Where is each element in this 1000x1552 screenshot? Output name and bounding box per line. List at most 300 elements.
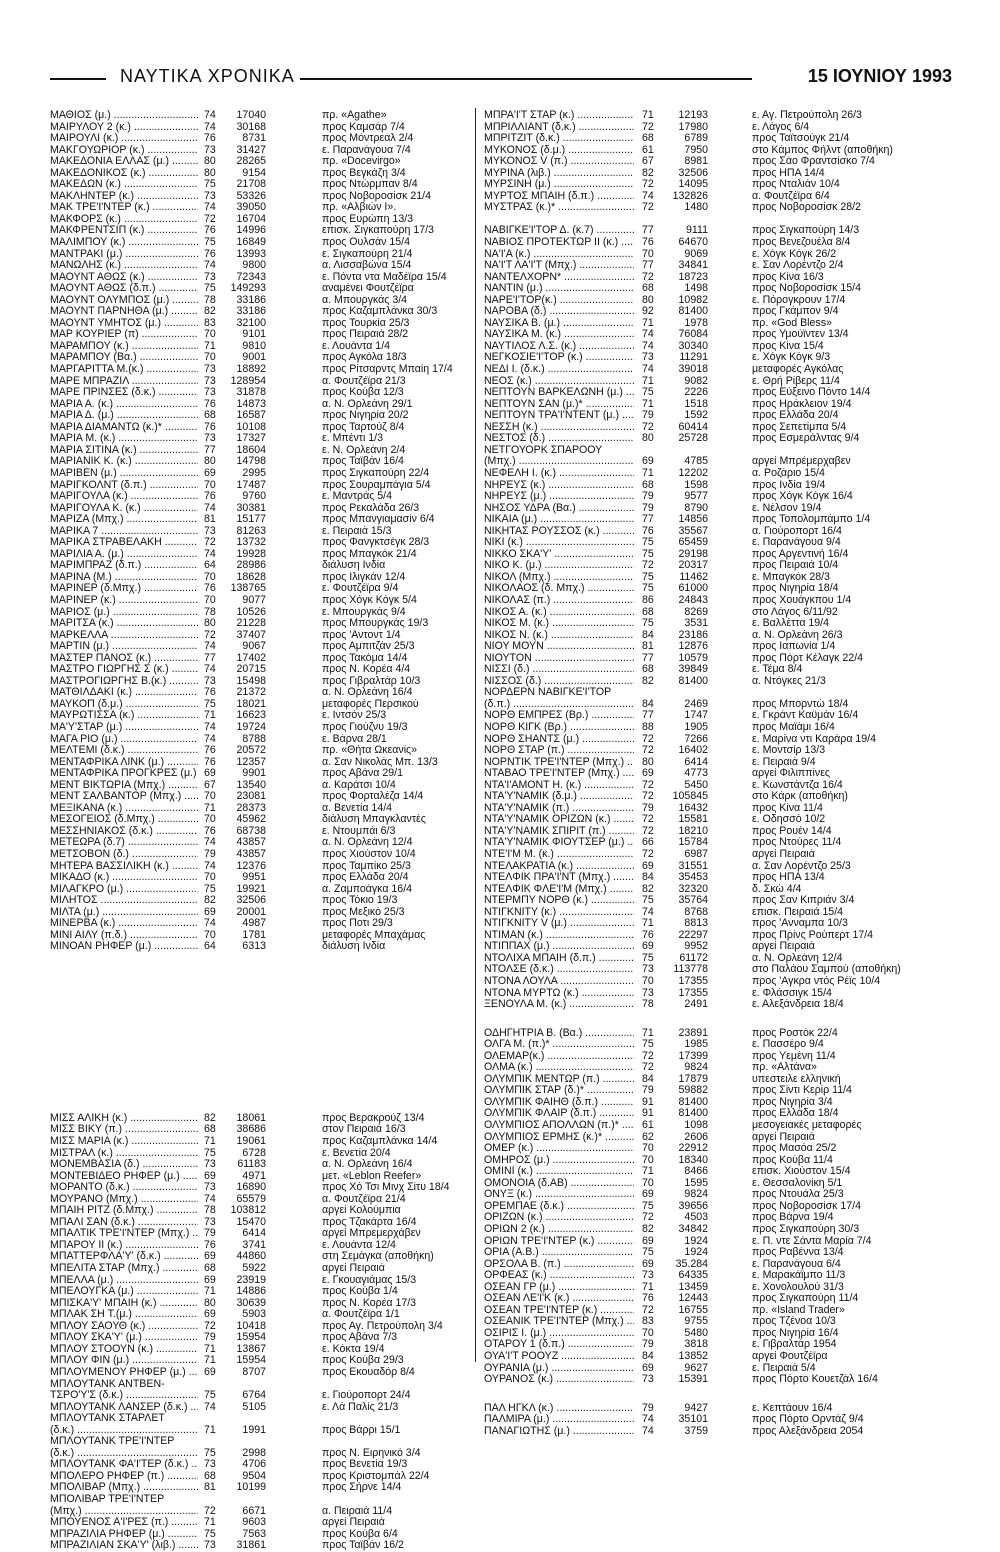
build-year: 70 <box>204 478 216 491</box>
ship-name: ΝΕΤΓΟΥΟΡΚ ΣΠΑΡΟΟΥ <box>484 444 603 456</box>
ship-position: προς Κίνα 16/3 <box>752 271 824 283</box>
ship-name: ΜΗΤΕΡΑ ΒΑΣΣΙΛΙΚΗ (κ.) ..... <box>50 861 198 873</box>
tonnage: 18628 <box>236 570 266 583</box>
ship-name: ΜΑΚ ΤΡΕ'Ι'ΝΤΕΡ (κ.) ..... <box>50 202 198 214</box>
tonnage: 68738 <box>236 824 266 837</box>
build-year: 74 <box>204 259 216 272</box>
ship-listing-row <box>484 272 954 284</box>
ship-name: ΜΙΝΕΡΒΑ (κ.) ..... <box>50 918 198 930</box>
build-year: 74 <box>204 859 216 872</box>
build-year: 68 <box>642 282 654 295</box>
ship-listing-row <box>484 387 954 399</box>
tonnage: 16432 <box>678 801 708 814</box>
tonnage: 9069 <box>684 247 708 260</box>
tonnage: 32320 <box>678 882 708 895</box>
ship-name: ΝΑ'Ι'Τ ΛΑ'Ι'Τ (Μπχ.) ..... <box>484 260 634 272</box>
ship-position: αναμένει Φουτζέϊρα <box>322 283 414 295</box>
tonnage: 6313 <box>242 940 266 953</box>
ship-listing-row <box>484 329 954 341</box>
ship-position: προς Υμούϊντεν 13/4 <box>752 329 849 341</box>
tonnage: 21708 <box>236 178 266 191</box>
ship-position: ε. Μπέντι 1/3 <box>322 433 383 445</box>
tonnage: 2469 <box>684 697 708 710</box>
ship-position: προς Βάρνα 19/4 <box>752 1212 834 1224</box>
tonnage: 7266 <box>684 732 708 745</box>
build-year: 76 <box>204 686 216 699</box>
ship-position: προς Τοπολομπάμπο 1/4 <box>752 514 871 526</box>
ship-listing-row <box>484 376 954 388</box>
ship-listing-row <box>484 1259 954 1271</box>
ship-listing-row <box>50 491 468 503</box>
ship-name: ΜΑΡΙΟΣ (μ.) ..... <box>50 607 198 619</box>
ship-listing-row <box>50 1471 468 1483</box>
ship-position: ε. Γκράντ Καϋμάν 16/4 <box>752 710 859 722</box>
tonnage: 6414 <box>684 755 708 768</box>
tonnage: 2998 <box>242 1446 266 1459</box>
tonnage: 1781 <box>242 928 266 941</box>
build-year: 69 <box>204 1250 216 1263</box>
ship-listing-row <box>50 260 468 272</box>
ship-listing-row <box>484 514 954 526</box>
tonnage: 3818 <box>684 1338 708 1351</box>
ship-listing-row <box>50 1540 468 1552</box>
ship-listing-row <box>484 676 954 688</box>
tonnage: 5105 <box>242 1400 266 1413</box>
tonnage: 18210 <box>678 824 708 837</box>
build-year: 75 <box>642 570 654 583</box>
ship-listing-row <box>484 225 954 237</box>
build-year: 72 <box>642 1303 654 1316</box>
tonnage: 13540 <box>236 778 266 791</box>
build-year: 77 <box>204 443 216 456</box>
build-year: 74 <box>642 1424 654 1437</box>
tonnage: 28265 <box>236 155 266 168</box>
tonnage: 53326 <box>236 189 266 202</box>
ship-listing-row <box>484 410 954 422</box>
ship-name: ΤΣΡΟ'Υ'Σ (δ.κ.) ..... <box>50 1390 198 1402</box>
tonnage: 37407 <box>236 628 266 641</box>
ship-position: προς Ν. Κορέα 4/4 <box>322 664 411 676</box>
ship-name: (δ.κ.) ..... <box>50 1448 198 1460</box>
tonnage: 23891 <box>678 1026 708 1039</box>
ship-listing-row <box>484 283 954 295</box>
tonnage: 81400 <box>678 305 708 318</box>
ship-position: α. Ροζάριο 15/4 <box>752 467 825 479</box>
build-year: 82 <box>642 674 654 687</box>
ship-name: ΟΣΙΡΙΣ Ι. (μ.) ..... <box>484 1328 634 1340</box>
tonnage: 65459 <box>678 536 708 549</box>
tonnage: 20572 <box>236 744 266 757</box>
ship-position: προς Ελλάδα 20/4 <box>752 410 839 422</box>
build-year: 73 <box>204 1458 216 1471</box>
ship-position: προς Σιγκαπούρη 22/4 <box>322 467 430 479</box>
ship-position: ε. Πειραιά 15/3 <box>322 525 392 537</box>
tonnage: 1592 <box>684 409 708 422</box>
ship-listing-row <box>50 849 468 861</box>
ship-position: μεταφορές Περσικού <box>322 698 419 710</box>
ship-position: προς Γιούζνυ 19/3 <box>322 721 408 733</box>
tonnage: 64670 <box>678 236 708 249</box>
ship-listing-row <box>50 1506 468 1518</box>
tonnage: 9427 <box>684 1401 708 1414</box>
ship-position: ε. Πόρογκρουν 17/4 <box>752 294 846 306</box>
ship-listing-row <box>484 1132 954 1144</box>
build-year: 83 <box>204 316 216 329</box>
ship-position: προς Σεπετίμπα 5/4 <box>752 421 847 433</box>
ship-listing-row <box>50 1413 468 1425</box>
tonnage: 1098 <box>684 1119 708 1132</box>
build-year: 73 <box>204 386 216 399</box>
build-year: 72 <box>204 1319 216 1332</box>
ship-position: προς Αβάνα 29/1 <box>322 768 403 780</box>
build-year: 76 <box>204 247 216 260</box>
build-year: 75 <box>642 386 654 399</box>
ship-name: ΝΤΕΛΦΙΚ ΦΛΕ'Ι'Μ (Μπχ.) ..... <box>484 884 634 896</box>
ship-name: ΜΠΛΟΥΤΑΝΚ ΤΡΕ'Ι'ΝΤΕΡ <box>50 1436 175 1448</box>
build-year: 73 <box>204 270 216 283</box>
ship-position: προς Νιγηρία 16/4 <box>752 1327 839 1339</box>
ship-name: ΜΥΡΙΝΑ (λιβ.) ..... <box>484 168 634 180</box>
build-year: 77 <box>642 259 654 272</box>
build-year: 75 <box>642 1246 654 1259</box>
ship-position: προς Πόρτο Ορντάζ 9/4 <box>752 1414 864 1426</box>
ship-position: προς 'Ανναμπα 10/3 <box>752 918 848 930</box>
ship-name: ΟΣΕΑΝΙΚ ΤΡΕ'Ι'ΝΤΕΡ (Μπχ.) ..... <box>484 1316 634 1328</box>
ship-position: προς Χουάγκπου 1/4 <box>752 594 852 606</box>
build-year: 72 <box>642 732 654 745</box>
ship-name: ΜΠΟΛΙΒΑΡ (Μπχ.) ..... <box>50 1482 198 1494</box>
right-column <box>484 110 954 1437</box>
ship-position: α. Ντόγκες 21/3 <box>752 675 826 687</box>
tonnage: 6789 <box>684 132 708 145</box>
ship-name: ΝΤΑ'Ι'ΑΜΟΝΤ Η. (κ.) ..... <box>484 780 634 792</box>
tonnage: 32100 <box>236 316 266 329</box>
tonnage: 14798 <box>236 455 266 468</box>
ship-name: ΟΛΥΜΠΙΟΣ ΑΠΟΛΛΩΝ (π.)* ..... <box>484 1120 634 1132</box>
build-year: 79 <box>642 409 654 422</box>
ship-name: ΝΤΙΓΚΝΙΤΥ (κ.) ..... <box>484 907 634 919</box>
ship-listing-row <box>50 1367 468 1379</box>
tonnage: 1595 <box>684 1176 708 1189</box>
ship-name: ΜΕΞΙΚΑΝΑ (κ.) ..... <box>50 803 198 815</box>
build-year: 70 <box>642 1153 654 1166</box>
ship-position: ε. Χόγκ Κόγκ 9/3 <box>752 352 831 364</box>
build-year: 71 <box>642 917 654 930</box>
build-year: 79 <box>642 1084 654 1097</box>
build-year: 72 <box>642 201 654 214</box>
ship-position: ε. Κεπτάουν 16/4 <box>752 1402 833 1414</box>
ship-name: ΜΙΝΟΑΝ ΡΗΦΕΡ (μ.) ..... <box>50 941 198 953</box>
ship-name: ΝΙΚΟΛΑΟΣ (δ. Μπχ.) ..... <box>484 583 634 595</box>
left-listing-block-2 <box>50 1113 468 1552</box>
ship-name: ΝΤΑΒΑΟ ΤΡΕ'Ι'ΝΤΕΡ (Μπχ.) ..... <box>484 768 634 780</box>
tonnage: 8981 <box>684 155 708 168</box>
ship-position: αργεί Πειραιά <box>752 1131 815 1143</box>
ship-position: προς Ταρτούζ 8/4 <box>322 421 405 433</box>
tonnage: 9154 <box>242 166 266 179</box>
ship-position: προς Μπαγκόκ 21/4 <box>322 548 417 560</box>
tonnage: 33186 <box>236 293 266 306</box>
ship-listing-row <box>484 341 954 353</box>
ship-position: α. Ν. Ορλεάνη 12/4 <box>322 837 413 849</box>
ship-listing-row <box>50 872 468 884</box>
ship-name: ΟΣΕΑΝ ΤΡΕ'Ι'ΝΤΕΡ (κ.) ..... <box>484 1305 634 1317</box>
ship-name: ΜΑΡΙΛΙΑ Α. (μ.) ..... <box>50 549 198 561</box>
build-year: 81 <box>204 1481 216 1494</box>
ship-listing-row <box>484 757 954 769</box>
ship-name: ΟΡΙΑ (Α.Β.) ..... <box>484 1247 634 1259</box>
tonnage: 22297 <box>678 928 708 941</box>
build-year: 75 <box>204 1527 216 1540</box>
tonnage: 10199 <box>236 1481 266 1494</box>
ship-name: (Μπχ.) ..... <box>50 1506 198 1518</box>
ship-name: ΝΙΚΟ Κ. (μ.) ..... <box>484 560 634 572</box>
ship-name: ΝΑΒΙΟΣ ΠΡΟΤΕΚΤΩΡ ΙΙ (κ.) ..... <box>484 237 634 249</box>
ship-name: ΝΙΣΣΟΣ (δ.) ..... <box>484 676 634 688</box>
ship-name: ΜΑΡΤΙΝ (μ.) ..... <box>50 641 198 653</box>
ship-position: πρ. «Αλτάνα» <box>752 1062 817 1074</box>
left-column <box>50 110 468 1552</box>
ship-name: ΝΕΠΤΟΥΝ ΒΑΡΚΕΛΩΝΗ (μ.) ..... <box>484 387 634 399</box>
ship-name: ΜΥΡΤΟΣ ΜΠΑΙΗ (δ.π.) ..... <box>484 191 634 203</box>
build-year: 70 <box>642 1176 654 1189</box>
ship-position: προς Ν. Κορέα 17/3 <box>322 1297 417 1309</box>
tonnage: 25728 <box>678 432 708 445</box>
ship-position: αργεί Πειραιά <box>322 1263 385 1275</box>
build-year: 73 <box>642 963 654 976</box>
tonnage: 64335 <box>678 1269 708 1282</box>
tonnage: 35764 <box>678 894 708 907</box>
build-year: 76 <box>642 928 654 941</box>
ship-name: ΝΙΚΗΤΑΣ ΡΟΥΣΣΟΣ (κ.) ..... <box>484 526 634 538</box>
tonnage: 1518 <box>684 397 708 410</box>
ship-position: προς Αγκόλα 18/3 <box>322 352 407 364</box>
ship-name: ΜΠΛΟΥ ΣΑΟΥΘ (κ.) ..... <box>50 1321 198 1333</box>
build-year: 73 <box>642 1269 654 1282</box>
ship-position: προς Ηράκλειον 19/4 <box>752 398 852 410</box>
ship-listing-row <box>484 999 954 1011</box>
page-header <box>50 66 952 92</box>
ship-listing-row <box>484 826 954 838</box>
ship-name: ΜΑΝΤΡΑΚΙ (μ.) ..... <box>50 249 198 261</box>
ship-name: ΝΙΚΑΙΑ (μ.) ..... <box>484 514 634 526</box>
build-year: 75 <box>642 582 654 595</box>
ship-name: ΜΥΣΤΡΑΣ (κ.)* ..... <box>484 202 634 214</box>
ship-position: πρ. «Island Trader» <box>752 1304 845 1316</box>
build-year: 74 <box>204 201 216 214</box>
tonnage: 1991 <box>242 1423 266 1436</box>
ship-name: ΜΑΟΥΝΤ ΠΑΡΝΗΘΑ (μ.) ..... <box>50 306 198 318</box>
tonnage: 9627 <box>684 1361 708 1374</box>
build-year: 69 <box>642 767 654 780</box>
ship-listing-row <box>50 1390 468 1402</box>
build-year: 68 <box>204 1262 216 1275</box>
build-year: 80 <box>204 1296 216 1309</box>
left-listing-block-1 <box>50 110 468 953</box>
tonnage: 6728 <box>242 1146 266 1159</box>
ship-listing-row <box>484 907 954 919</box>
build-year: 80 <box>204 455 216 468</box>
tonnage: 35101 <box>678 1413 708 1426</box>
tonnage: 14886 <box>236 1285 266 1298</box>
build-year: 79 <box>204 848 216 860</box>
ship-position: α. Φουτζέϊρα 6/4 <box>752 190 830 202</box>
build-year: 74 <box>204 732 216 745</box>
ship-name: ΝΙΚΟΣ Α. (κ.) ..... <box>484 607 634 619</box>
ship-name: ΜΟΥΡΑΝΟ (Μπχ.) ..... <box>50 1194 198 1206</box>
tonnage: 149293 <box>230 282 266 295</box>
ship-name: ΝΕΠΤΟΥΝ ΣΑΝ (μ.)* ..... <box>484 399 634 411</box>
build-year: 76 <box>204 824 216 837</box>
ship-position: προς Κούβα 6/4 <box>322 1528 398 1540</box>
ship-position: προς Ντώρμπαν 8/4 <box>322 179 418 191</box>
ship-name: ΝΟΡΘ ΕΜΠΡΕΣ (Βρ.) ..... <box>484 710 634 722</box>
tonnage: 15498 <box>236 674 266 687</box>
tonnage: 5922 <box>242 1262 266 1275</box>
ship-listing-row <box>50 1494 468 1506</box>
ship-position: προς Ταϊτσούγκ 21/4 <box>752 133 850 145</box>
build-year: 74 <box>204 120 216 133</box>
ship-position: διάλυση Ινδία <box>322 560 386 572</box>
ship-listing-row <box>484 953 954 965</box>
ship-position: προς Ιαπωνία 1/4 <box>752 641 836 653</box>
build-year: 73 <box>204 1181 216 1194</box>
ship-listing-row <box>50 1159 468 1171</box>
tonnage: 8466 <box>684 1165 708 1178</box>
ship-name: ΜΑΟΥΝΤ ΑΘΩΣ (δ.π.) ..... <box>50 283 198 295</box>
build-year: 79 <box>642 490 654 503</box>
ship-position: προς Κριστομπάλ 22/4 <box>322 1470 430 1482</box>
ship-listing-row <box>484 861 954 873</box>
build-year: 75 <box>642 1038 654 1051</box>
tonnage: 8707 <box>242 1365 266 1378</box>
ship-listing-row <box>484 456 954 468</box>
tonnage: 76084 <box>678 328 708 341</box>
ship-position: αργεί Μπρεμερχάβεν <box>322 1228 421 1240</box>
tonnage: 18892 <box>236 363 266 376</box>
ship-listing-row <box>484 803 954 815</box>
ship-position: α. Ν. Ορλεάνη 16/4 <box>322 1159 413 1171</box>
ship-name: ΜΑΝΩΛΗΣ (κ.) ..... <box>50 260 198 272</box>
tonnage: 1985 <box>684 1038 708 1051</box>
tonnage: 8269 <box>684 605 708 618</box>
ship-name: ΝΙΟΥ ΜΟΥΝ ..... <box>484 641 634 653</box>
ship-position: αργεί Πειραιά <box>322 1517 385 1529</box>
tonnage: 29198 <box>678 547 708 560</box>
ship-name: ΝΑΥΣΙΚΑ Μ. (κ.) ..... <box>484 329 634 341</box>
ship-name: ΜΑΡΙΓΟΥΛΑ Κ. (κ.) ..... <box>50 503 198 515</box>
build-year: 78 <box>204 293 216 306</box>
ship-position: προς 'Αντοντ 1/4 <box>322 629 401 641</box>
ship-name: ΝΙΟΥΤΟΝ ..... <box>484 653 634 665</box>
ship-listing-row <box>484 352 954 364</box>
tonnage: 43857 <box>236 836 266 849</box>
tonnage: 4503 <box>684 1211 708 1224</box>
build-year: 84 <box>642 628 654 641</box>
build-year: 72 <box>642 744 654 757</box>
ship-position: α. Φουτζέϊρα 1/1 <box>322 1309 400 1321</box>
ship-name: ΜΑΡΙΑ ΔΙΑΜΑΝΤΩ (κ.)* ..... <box>50 422 198 434</box>
ship-listing-row <box>50 768 468 780</box>
header-rule-left <box>50 78 106 80</box>
tonnage: 20715 <box>236 663 266 676</box>
publication-title: ΝΑΥΤΙΚΑ ΧΡΟΝΙΚΑ <box>120 66 295 86</box>
ship-name: ΟΤΑΡΟΥ 1 (δ.π.) ..... <box>484 1339 634 1351</box>
ship-position: στο Κάρκ (αποθήκη) <box>752 791 848 803</box>
tonnage: 30340 <box>678 339 708 352</box>
tonnage: 11291 <box>679 351 708 364</box>
ship-listing-row <box>484 837 954 849</box>
ship-name: ΜΑΡΙΖΑ (Μπχ.) ..... <box>50 514 198 526</box>
ship-listing-row <box>484 814 954 826</box>
ship-position: προς Νιγηρία 18/4 <box>752 583 839 595</box>
ship-listing-row <box>484 618 954 630</box>
ship-position: προς Ροστόκ 22/4 <box>752 1027 838 1039</box>
ship-name: ΝΗΡΕΥΣ (μ.) ..... <box>484 491 634 503</box>
build-year: 68 <box>642 605 654 618</box>
ship-position: αργεί Φουτζέϊρα <box>752 1350 828 1362</box>
tonnage: 6414 <box>242 1227 266 1240</box>
ship-name: ΟΜΟΝΟΙΑ (δ.ΑΒ) ..... <box>484 1178 634 1190</box>
ship-listing-row <box>484 526 954 538</box>
tonnage: 35.284 <box>675 1257 708 1270</box>
ship-name: ΝΤΑ'Υ'ΝΑΜΙΚ ΟΡΙΖΩΝ (κ.) ..... <box>484 814 634 826</box>
tonnage: 19724 <box>236 720 266 733</box>
ship-listing-row <box>484 295 954 307</box>
ship-position: μετ. «Leblon Reefer» <box>322 1170 422 1182</box>
ship-name: ΟΛΕΜΑΡ(κ.) ..... <box>484 1051 634 1063</box>
tonnage: 9603 <box>242 1516 266 1529</box>
build-year: 73 <box>204 674 216 687</box>
tonnage: 2995 <box>242 466 266 479</box>
tonnage: 23186 <box>678 628 708 641</box>
ship-listing-row <box>484 249 954 261</box>
tonnage: 8731 <box>242 132 266 145</box>
ship-listing-row <box>484 1236 954 1248</box>
ship-listing-row <box>484 503 954 515</box>
ship-name: ΜΕΝΤ ΒΙΚΤΩΡΙΑ (Μπχ.) ..... <box>50 780 198 792</box>
build-year: 72 <box>204 212 216 225</box>
build-year: 68 <box>204 1123 216 1136</box>
ship-name: ΝΑΝΤΕΛΧΟΡΝ* ..... <box>484 272 634 284</box>
ship-listing-row <box>484 1316 954 1328</box>
build-year: 74 <box>204 917 216 930</box>
ship-position: προς Ντούρες 11/4 <box>752 837 842 849</box>
ship-listing-row <box>484 687 954 699</box>
ship-listing-row <box>484 318 954 330</box>
tonnage: 13852 <box>678 1349 708 1362</box>
ship-name: ΝΕΠΤΟΥΝ ΤΡΑ'Ι'ΝΤΕΝΤ (μ.) ..... <box>484 410 634 422</box>
tonnage: 30381 <box>236 501 266 514</box>
ship-name: ΜΑΛΙΜΠΟΥ (κ.) ..... <box>50 237 198 249</box>
ship-name: ΟΛΜΑ (κ.) ..... <box>484 1062 634 1074</box>
ship-name: ΝΑΒΙΓΚΕ'Ι'ΤΟΡ Δ. (κ.7) ..... <box>484 225 634 237</box>
tonnage: 17980 <box>678 120 708 133</box>
ship-name: ΝΙΚΙ (κ.) ..... <box>484 537 634 549</box>
ship-listing-row <box>484 1085 954 1097</box>
ship-listing-row <box>484 1097 954 1109</box>
build-year: 75 <box>204 282 216 295</box>
ship-position: προς Νοβοροσίσκ 28/2 <box>752 202 862 214</box>
ship-position: προς Εύξεινο Πόντο 14/4 <box>752 387 871 399</box>
build-year: 79 <box>204 1227 216 1240</box>
ship-position: ε. Μπουργκάς 9/4 <box>322 606 406 618</box>
ship-position: προς Μασόα 25/2 <box>752 1143 837 1155</box>
ship-listing-row <box>50 387 468 399</box>
tonnage: 2606 <box>684 1130 708 1143</box>
ship-name: ΝΕΔΙ Ι. (δ.κ.) ..... <box>484 364 634 376</box>
ship-position: ε. Θρή Ρίβερς 11/4 <box>752 375 840 387</box>
